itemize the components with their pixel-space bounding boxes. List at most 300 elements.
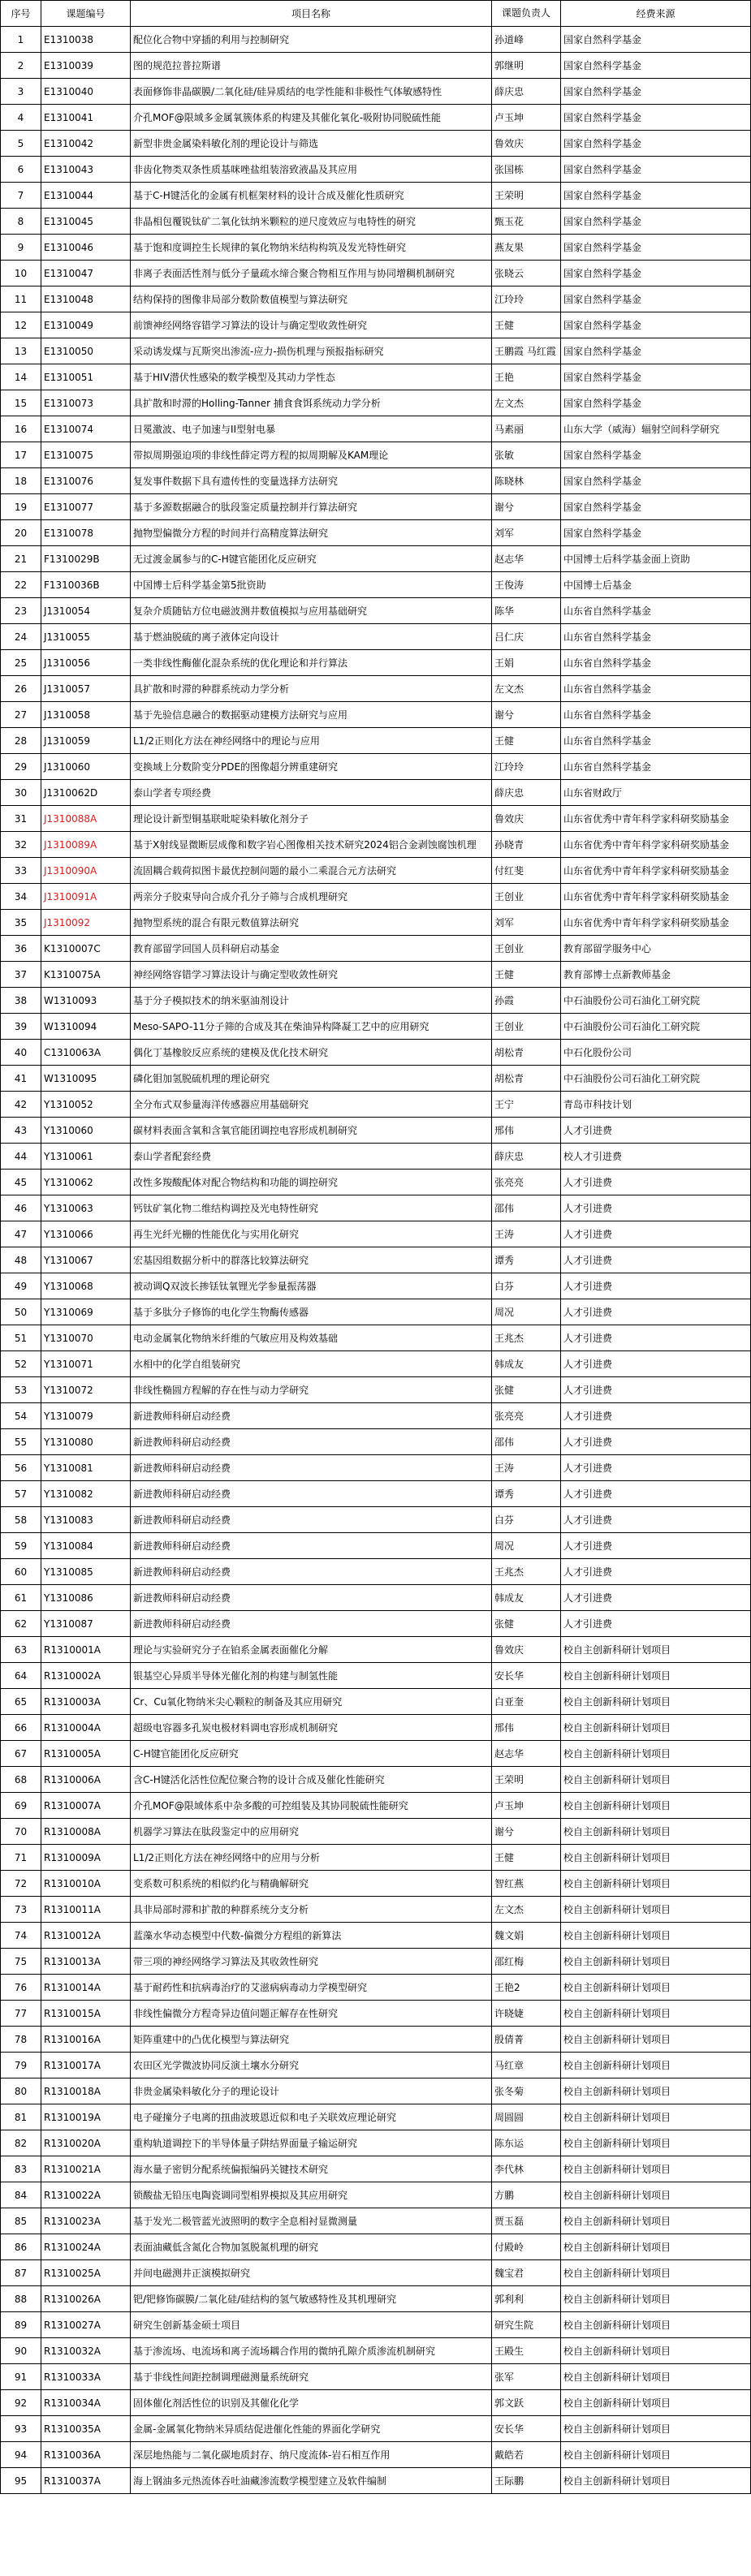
- table-row: [1, 235, 751, 261]
- table-row: [1, 2364, 751, 2390]
- table-row: [1, 1195, 751, 1221]
- row-index: 57: [1, 1481, 41, 1507]
- row-source: 山东省自然科学基金: [561, 728, 751, 754]
- row-name: 基于多源数据融合的肽段鉴定质量控制并行算法研究: [131, 494, 492, 520]
- row-source: 校自主创新科研计划项目: [561, 2260, 751, 2286]
- table-row: [1, 494, 751, 520]
- row-index: 1: [1, 27, 41, 53]
- row-leader: 王兆杰: [492, 1559, 561, 1585]
- row-leader: 王宁: [492, 1092, 561, 1118]
- row-name: 基于燃油脱硫的离子液体定向设计: [131, 624, 492, 650]
- row-code: F1310036B: [41, 572, 131, 598]
- row-leader: 鲁效庆: [492, 806, 561, 832]
- row-index: 31: [1, 806, 41, 832]
- table-row: [1, 1663, 751, 1689]
- row-code: R1310034A: [41, 2390, 131, 2416]
- row-leader: 王健: [492, 312, 561, 338]
- row-leader: 王兆杰: [492, 1325, 561, 1351]
- row-code: R1310035A: [41, 2416, 131, 2442]
- row-name: 非贵金属染料敏化分子的理论设计: [131, 2078, 492, 2104]
- row-index: 73: [1, 1897, 41, 1923]
- row-code: Y1310061: [41, 1144, 131, 1170]
- row-name: 钯/钯修饰碳膜/二氧化硅/硅结构的氢气敏感特性及其机理研究: [131, 2286, 492, 2312]
- table-row: [1, 2001, 751, 2027]
- row-code: R1310005A: [41, 1741, 131, 1767]
- row-source: 校自主创新科研计划项目: [561, 2078, 751, 2104]
- row-leader: 谢兮: [492, 702, 561, 728]
- row-source: 中国博士后科学基金面上资助: [561, 546, 751, 572]
- row-code: J1310088A: [41, 806, 131, 832]
- table-row: [1, 1040, 751, 1066]
- row-name: 基于分子模拟技术的纳米驱油剂设计: [131, 988, 492, 1014]
- table-row: [1, 468, 751, 494]
- table-row: [1, 1975, 751, 2001]
- table-row: [1, 780, 751, 806]
- row-index: 54: [1, 1403, 41, 1429]
- row-name: L1/2正则化方法在神经网络中的应用与分析: [131, 1845, 492, 1871]
- table-row: [1, 1715, 751, 1741]
- row-leader: 白芬: [492, 1507, 561, 1533]
- row-leader: 刘军: [492, 520, 561, 546]
- row-name: 介孔MOF@限域体系中杂多酸的可控组装及其协同脱硫性能研究: [131, 1793, 492, 1819]
- row-name: 银基空心异质半导体光催化剂的构建与制氢性能: [131, 1663, 492, 1689]
- row-leader: 王殿生: [492, 2338, 561, 2364]
- row-name: 介孔MOF@限域多金属氧簇体系的构建及其催化氧化-吸附协同脱硫性能: [131, 105, 492, 131]
- row-name: 抛物型系统的混合有限元数值算法研究: [131, 910, 492, 936]
- row-source: 国家自然科学基金: [561, 364, 751, 390]
- row-name: 基于多肽分子修饰的电化学生物酶传感器: [131, 1299, 492, 1325]
- row-name: 非离子表面活性剂与低分子量疏水缔合聚合物相互作用与协同增稠机制研究: [131, 261, 492, 286]
- table-row: [1, 2104, 751, 2130]
- row-index: 6: [1, 157, 41, 183]
- row-source: 校自主创新科研计划项目: [561, 2286, 751, 2312]
- row-code: R1310017A: [41, 2053, 131, 2078]
- row-code: W1310095: [41, 1066, 131, 1092]
- row-leader: 白芬: [492, 1273, 561, 1299]
- row-leader: 许晓婕: [492, 2001, 561, 2027]
- row-leader: 王艳: [492, 364, 561, 390]
- row-code: Y1310072: [41, 1377, 131, 1403]
- row-name: 偶化丁基橡胶反应系统的建模及优化技术研究: [131, 1040, 492, 1066]
- row-name: 电子碰撞分子电离的扭曲波玻恩近似和电子关联效应理论研究: [131, 2104, 492, 2130]
- row-source: 校自主创新科研计划项目: [561, 1663, 751, 1689]
- row-name: 碳材料表面含氧和含氧官能团调控电容形成机制研究: [131, 1118, 492, 1144]
- table-row: [1, 1014, 751, 1040]
- row-name: 基于先验信息融合的数据驱动建模方法研究与应用: [131, 702, 492, 728]
- row-code: R1310021A: [41, 2156, 131, 2182]
- row-index: 46: [1, 1195, 41, 1221]
- row-leader: 王荣明: [492, 1767, 561, 1793]
- row-name: 非齿化物类双条性质基咪唑盐组装溶致液晶及其应用: [131, 157, 492, 183]
- row-index: 34: [1, 884, 41, 910]
- row-name: 研究生创新基金硕士项目: [131, 2312, 492, 2338]
- row-name: 重构轨道调控下的半导体量子阱结界面量子输运研究: [131, 2130, 492, 2156]
- row-code: R1310016A: [41, 2027, 131, 2053]
- row-leader: 鲁效庆: [492, 1637, 561, 1663]
- row-name: 前馈神经网络容错学习算法的设计与确定型收敛性研究: [131, 312, 492, 338]
- table-row: [1, 1144, 751, 1170]
- row-name: 新进教师科研启动经费: [131, 1403, 492, 1429]
- row-code: J1310058: [41, 702, 131, 728]
- row-source: 校自主创新科研计划项目: [561, 2312, 751, 2338]
- row-name: 机器学习算法在肽段鉴定中的应用研究: [131, 1819, 492, 1845]
- row-name: 基于X射线显微断层成像和数字岩心图像相关技术研究2024铝合金剥蚀腐蚀机理: [131, 832, 492, 858]
- table-row: [1, 1559, 751, 1585]
- row-source: 教育部博士点新教师基金: [561, 962, 751, 988]
- row-code: C1310063A: [41, 1040, 131, 1066]
- row-index: 45: [1, 1170, 41, 1195]
- row-leader: 谢兮: [492, 494, 561, 520]
- row-leader: 安长华: [492, 1663, 561, 1689]
- row-name: 变换域上分数阶变分PDE的图像超分辨重建研究: [131, 754, 492, 780]
- row-leader: 孙晓青: [492, 832, 561, 858]
- table-row: [1, 884, 751, 910]
- row-leader: 王健: [492, 728, 561, 754]
- row-code: R1310025A: [41, 2260, 131, 2286]
- table-row: [1, 1845, 751, 1871]
- row-index: 36: [1, 936, 41, 962]
- row-index: 15: [1, 390, 41, 416]
- row-source: 国家自然科学基金: [561, 183, 751, 209]
- row-leader: 马红章: [492, 2053, 561, 2078]
- row-index: 32: [1, 832, 41, 858]
- row-code: Y1310080: [41, 1429, 131, 1455]
- row-code: R1310002A: [41, 1663, 131, 1689]
- row-source: 校自主创新科研计划项目: [561, 1897, 751, 1923]
- row-source: 校自主创新科研计划项目: [561, 2416, 751, 2442]
- table-header-row: [1, 1, 751, 27]
- row-name: 被动调Q双波长掺铥钛氧锂光学参量振荡器: [131, 1273, 492, 1299]
- row-leader: 甄玉花: [492, 209, 561, 235]
- row-code: Y1310083: [41, 1507, 131, 1533]
- row-source: 校自主创新科研计划项目: [561, 1767, 751, 1793]
- row-index: 19: [1, 494, 41, 520]
- table-row: [1, 1793, 751, 1819]
- row-source: 校自主创新科研计划项目: [561, 2364, 751, 2390]
- row-source: 校自主创新科研计划项目: [561, 1975, 751, 2001]
- row-source: 中石油股份公司石油化工研究院: [561, 1014, 751, 1040]
- row-source: 校自主创新科研计划项目: [561, 2182, 751, 2208]
- row-leader: 戴皓若: [492, 2442, 561, 2468]
- row-leader: 赵志华: [492, 546, 561, 572]
- row-code: E1310039: [41, 53, 131, 79]
- row-index: 89: [1, 2312, 41, 2338]
- table-row: [1, 988, 751, 1014]
- table-row: [1, 1299, 751, 1325]
- row-leader: 谭秀: [492, 1247, 561, 1273]
- table-row: [1, 1455, 751, 1481]
- row-name: 锁酸盐无铅压电陶瓷调同型相界模拟及其应用研究: [131, 2182, 492, 2208]
- row-leader: 邵伟: [492, 1195, 561, 1221]
- row-source: 校自主创新科研计划项目: [561, 2053, 751, 2078]
- row-index: 43: [1, 1118, 41, 1144]
- row-source: 校自主创新科研计划项目: [561, 2104, 751, 2130]
- row-source: 山东省优秀中青年科学家科研奖励基金: [561, 858, 751, 884]
- row-leader: 王健: [492, 962, 561, 988]
- row-source: 国家自然科学基金: [561, 131, 751, 157]
- row-code: E1310078: [41, 520, 131, 546]
- row-code: R1310015A: [41, 2001, 131, 2027]
- row-leader: 王创业: [492, 1014, 561, 1040]
- row-source: 中石化股份公司: [561, 1040, 751, 1066]
- row-code: R1310013A: [41, 1949, 131, 1975]
- row-name: 理论设计新型铜基联吡啶染料敏化剂分子: [131, 806, 492, 832]
- row-code: Y1310079: [41, 1403, 131, 1429]
- table-row: [1, 2078, 751, 2104]
- table-row: [1, 2182, 751, 2208]
- row-code: R1310019A: [41, 2104, 131, 2130]
- table-row: [1, 1325, 751, 1351]
- row-source: 人才引进费: [561, 1273, 751, 1299]
- table-row: [1, 131, 751, 157]
- row-leader: 孙霞: [492, 988, 561, 1014]
- row-index: 61: [1, 1585, 41, 1611]
- row-leader: 江玲玲: [492, 286, 561, 312]
- row-index: 13: [1, 338, 41, 364]
- row-code: R1310006A: [41, 1767, 131, 1793]
- row-source: 校自主创新科研计划项目: [561, 1715, 751, 1741]
- row-source: 山东省自然科学基金: [561, 754, 751, 780]
- row-index: 53: [1, 1377, 41, 1403]
- row-source: 人才引进费: [561, 1481, 751, 1507]
- row-name: 两亲分子胶束导向合成介孔分子筛与合成机理研究: [131, 884, 492, 910]
- table-row: [1, 1066, 751, 1092]
- row-code: R1310026A: [41, 2286, 131, 2312]
- row-name: 具非局部时滞和扩散的种群系统分支分析: [131, 1897, 492, 1923]
- row-name: 新进教师科研启动经费: [131, 1585, 492, 1611]
- row-source: 教育部留学服务中心: [561, 936, 751, 962]
- row-index: 42: [1, 1092, 41, 1118]
- row-leader: 谭秀: [492, 1481, 561, 1507]
- row-source: 校自主创新科研计划项目: [561, 1689, 751, 1715]
- row-index: 58: [1, 1507, 41, 1533]
- row-code: J1310089A: [41, 832, 131, 858]
- row-index: 48: [1, 1247, 41, 1273]
- row-name: 再生光纤光栅的性能优化与实用化研究: [131, 1221, 492, 1247]
- row-name: 基于C-H键活化的金属有机框架材料的设计合成及催化性质研究: [131, 183, 492, 209]
- row-source: 国家自然科学基金: [561, 312, 751, 338]
- row-code: K1310007C: [41, 936, 131, 962]
- row-name: 具扩散和时滞的Holling-Tanner 捕食食饵系统动力学分析: [131, 390, 492, 416]
- table-row: [1, 53, 751, 79]
- row-name: 磷化钼加氢脱硫机理的理论研究: [131, 1066, 492, 1092]
- row-source: 山东省自然科学基金: [561, 624, 751, 650]
- row-code: E1310043: [41, 157, 131, 183]
- row-index: 62: [1, 1611, 41, 1637]
- table-row: [1, 728, 751, 754]
- table-row: [1, 209, 751, 235]
- row-leader: 付殿岭: [492, 2234, 561, 2260]
- row-index: 70: [1, 1819, 41, 1845]
- row-source: 校自主创新科研计划项目: [561, 1845, 751, 1871]
- row-code: W1310094: [41, 1014, 131, 1040]
- row-code: F1310029B: [41, 546, 131, 572]
- row-leader: 方鹏: [492, 2182, 561, 2208]
- row-leader: 邵伟: [492, 1429, 561, 1455]
- table-row: [1, 312, 751, 338]
- row-source: 国家自然科学基金: [561, 494, 751, 520]
- row-source: 国家自然科学基金: [561, 442, 751, 468]
- row-index: 68: [1, 1767, 41, 1793]
- row-name: 新进教师科研启动经费: [131, 1559, 492, 1585]
- row-name: 基于耐药性和抗病毒治疗的艾滋病病毒动力学模型研究: [131, 1975, 492, 2001]
- row-index: 23: [1, 598, 41, 624]
- row-name: 新进教师科研启动经费: [131, 1507, 492, 1533]
- table-row: [1, 572, 751, 598]
- row-index: 16: [1, 416, 41, 442]
- table-row: [1, 1221, 751, 1247]
- row-index: 33: [1, 858, 41, 884]
- row-name: 水相中的化学自组装研究: [131, 1351, 492, 1377]
- row-leader: 郭文跃: [492, 2390, 561, 2416]
- row-source: 校自主创新科研计划项目: [561, 2208, 751, 2234]
- row-source: 校自主创新科研计划项目: [561, 2390, 751, 2416]
- row-index: 21: [1, 546, 41, 572]
- table-row: [1, 1273, 751, 1299]
- table-row: [1, 442, 751, 468]
- row-leader: 王创业: [492, 884, 561, 910]
- row-leader: 智红燕: [492, 1871, 561, 1897]
- row-leader: 王健: [492, 1845, 561, 1871]
- row-index: 83: [1, 2156, 41, 2182]
- row-name: 中国博士后科学基金第5批资助: [131, 572, 492, 598]
- row-name: 图的规范拉普拉斯谱: [131, 53, 492, 79]
- row-code: J1310062D: [41, 780, 131, 806]
- row-code: Y1310066: [41, 1221, 131, 1247]
- row-leader: 刘军: [492, 910, 561, 936]
- row-leader: 周圆圆: [492, 2104, 561, 2130]
- table-row: [1, 1871, 751, 1897]
- row-leader: 张亮亮: [492, 1403, 561, 1429]
- row-name: 复杂介质随钻方位电磁波测井数值模拟与应用基础研究: [131, 598, 492, 624]
- row-index: 51: [1, 1325, 41, 1351]
- row-code: R1310004A: [41, 1715, 131, 1741]
- row-source: 山东省自然科学基金: [561, 598, 751, 624]
- row-index: 76: [1, 1975, 41, 2001]
- table-row: [1, 261, 751, 286]
- table-row: [1, 2442, 751, 2468]
- row-index: 80: [1, 2078, 41, 2104]
- row-index: 50: [1, 1299, 41, 1325]
- row-index: 72: [1, 1871, 41, 1897]
- table-row: [1, 936, 751, 962]
- row-name: 具扩散和时滞的种群系统动力学分析: [131, 676, 492, 702]
- row-source: 国家自然科学基金: [561, 27, 751, 53]
- row-code: R1310037A: [41, 2468, 131, 2494]
- row-name: 全分布式双参量海洋传感器应用基础研究: [131, 1092, 492, 1118]
- row-index: 81: [1, 2104, 41, 2130]
- row-index: 7: [1, 183, 41, 209]
- row-leader: 郭利利: [492, 2286, 561, 2312]
- row-leader: 王涛: [492, 1455, 561, 1481]
- row-index: 39: [1, 1014, 41, 1040]
- row-code: J1310092: [41, 910, 131, 936]
- row-source: 山东省自然科学基金: [561, 650, 751, 676]
- row-source: 校自主创新科研计划项目: [561, 1637, 751, 1663]
- table-row: [1, 962, 751, 988]
- table-row: [1, 1403, 751, 1429]
- row-code: R1310033A: [41, 2364, 131, 2390]
- row-code: Y1310052: [41, 1092, 131, 1118]
- row-index: 27: [1, 702, 41, 728]
- table-row: [1, 1585, 751, 1611]
- row-code: R1310014A: [41, 1975, 131, 2001]
- row-source: 校自主创新科研计划项目: [561, 1741, 751, 1767]
- row-leader: 韩成友: [492, 1585, 561, 1611]
- table-row: [1, 390, 751, 416]
- row-index: 3: [1, 79, 41, 105]
- row-name: 金属-金属氧化物纳米异质结促进催化性能的界面化学研究: [131, 2416, 492, 2442]
- row-source: 国家自然科学基金: [561, 157, 751, 183]
- row-name: 改性多羧酸配体对配合物结构和功能的调控研究: [131, 1170, 492, 1195]
- row-code: Y1310084: [41, 1533, 131, 1559]
- row-source: 中石油股份公司石油化工研究院: [561, 988, 751, 1014]
- table-row: [1, 1533, 751, 1559]
- row-index: 63: [1, 1637, 41, 1663]
- row-leader: 江玲玲: [492, 754, 561, 780]
- row-source: 校自主创新科研计划项目: [561, 1923, 751, 1949]
- row-leader: 张晓云: [492, 261, 561, 286]
- row-leader: 陈晓林: [492, 468, 561, 494]
- table-row: [1, 1637, 751, 1663]
- table-row: [1, 2053, 751, 2078]
- row-code: E1310075: [41, 442, 131, 468]
- row-name: 固体催化剂活性位的识别及其催化化学: [131, 2390, 492, 2416]
- row-code: R1310022A: [41, 2182, 131, 2208]
- row-source: 校自主创新科研计划项目: [561, 2442, 751, 2468]
- row-index: 78: [1, 2027, 41, 2053]
- row-code: R1310001A: [41, 1637, 131, 1663]
- row-code: E1310050: [41, 338, 131, 364]
- row-index: 85: [1, 2208, 41, 2234]
- row-code: Y1310085: [41, 1559, 131, 1585]
- row-index: 12: [1, 312, 41, 338]
- row-source: 校自主创新科研计划项目: [561, 1949, 751, 1975]
- row-name: 电动金属氧化物纳米纤维的气敏应用及构效基础: [131, 1325, 492, 1351]
- table-row: [1, 157, 751, 183]
- row-leader: 王荣明: [492, 183, 561, 209]
- row-index: 4: [1, 105, 41, 131]
- row-source: 校自主创新科研计划项目: [561, 2001, 751, 2027]
- row-name: 理论与实验研究分子在铂系金属表面催化分解: [131, 1637, 492, 1663]
- table-row: [1, 676, 751, 702]
- row-index: 66: [1, 1715, 41, 1741]
- row-leader: 赵志华: [492, 1741, 561, 1767]
- row-code: E1310051: [41, 364, 131, 390]
- row-source: 校自主创新科研计划项目: [561, 2130, 751, 2156]
- row-source: 国家自然科学基金: [561, 53, 751, 79]
- row-name: 超级电容器多孔炭电极材料调电容形成机制研究: [131, 1715, 492, 1741]
- row-index: 77: [1, 2001, 41, 2027]
- row-code: R1310009A: [41, 1845, 131, 1871]
- table-row: [1, 2156, 751, 2182]
- table-row: [1, 1118, 751, 1144]
- row-leader: 王际鹏: [492, 2468, 561, 2494]
- row-code: R1310027A: [41, 2312, 131, 2338]
- row-index: 17: [1, 442, 41, 468]
- row-source: 人才引进费: [561, 1195, 751, 1221]
- row-name: 宏基因组数据分析中的群落比较算法研究: [131, 1247, 492, 1273]
- row-code: E1310047: [41, 261, 131, 286]
- row-source: 山东省自然科学基金: [561, 676, 751, 702]
- row-index: 2: [1, 53, 41, 79]
- row-name: 含C-H键活化活性位配位聚合物的设计合成及催化性能研究: [131, 1767, 492, 1793]
- row-leader: 王艳2: [492, 1975, 561, 2001]
- row-index: 52: [1, 1351, 41, 1377]
- row-code: Y1310060: [41, 1118, 131, 1144]
- table-row: [1, 2234, 751, 2260]
- row-code: Y1310069: [41, 1299, 131, 1325]
